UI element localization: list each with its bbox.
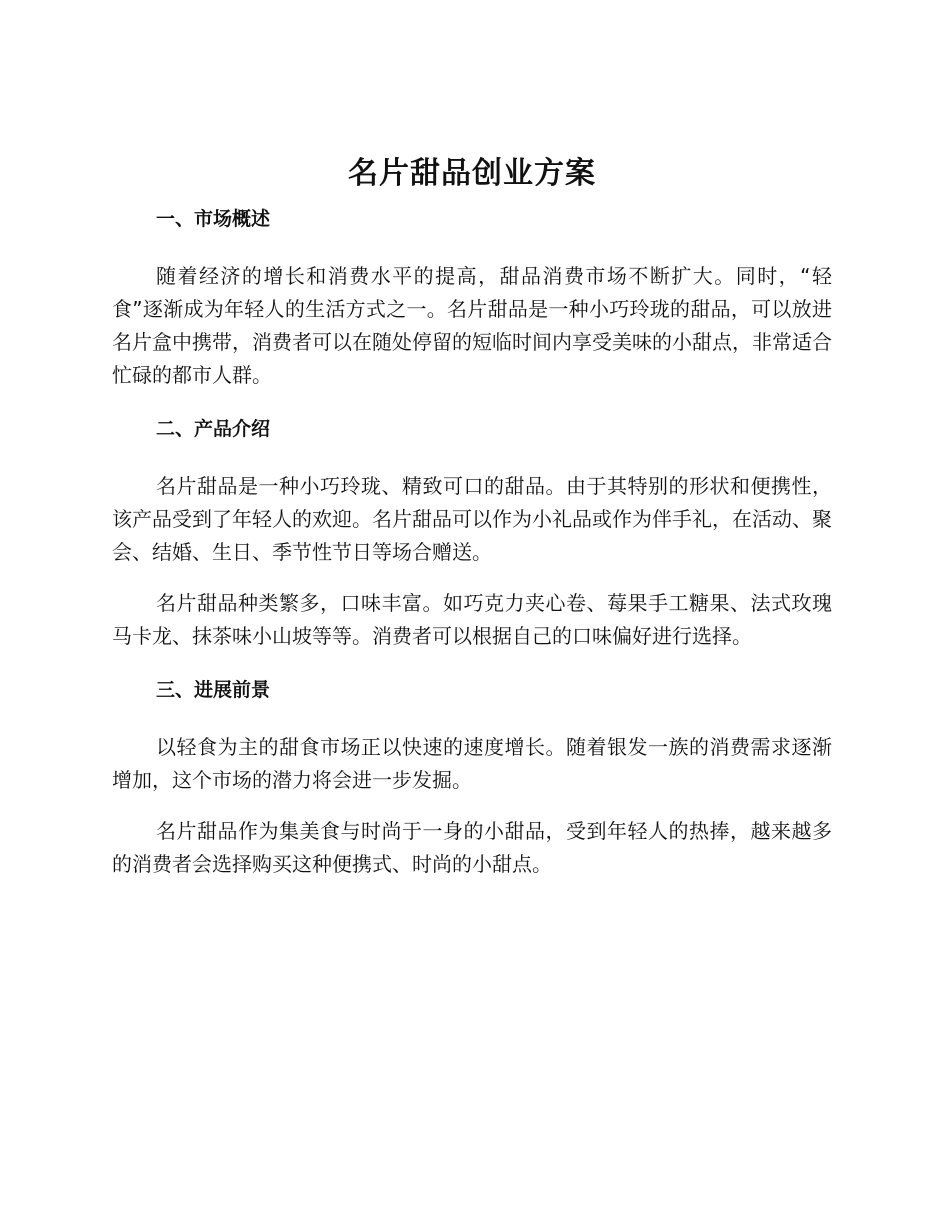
section-heading-market-overview: 一、市场概述	[156, 208, 271, 230]
paragraph-market-overview: 随着经济的增长和消费水平的提高，甜品消费市场不断扩大。同时，“轻食”逐渐成为年轻人的生活方式之一。名片甜品是一种小巧玲珑的甜品，可以放进名片盒中携带，消费者可以在随处停留的短临时间内享受美味的小甜点，非常适合忙碌的都市人群。	[112, 264, 832, 387]
document-page	[112, 150, 832, 881]
paragraph-prospects-2: 名片甜品作为集美食与时尚于一身的小甜品，受到年轻人的热捧，越来越多的消费者会选择购买这种便携式、时尚的小甜点。	[112, 819, 832, 876]
paragraph-prospects-1: 以轻食为主的甜食市场正以快速的速度增长。随着银发一族的消费需求逐渐增加，这个市场的潜力将会进一步发掘。	[112, 735, 832, 792]
section-heading-product-intro: 二、产品介绍	[156, 418, 271, 440]
paragraph-product-intro-1: 名片甜品是一种小巧玲珑、精致可口的甜品。由于其特别的形状和便携性，该产品受到了年轻人的欢迎。名片甜品可以作为小礼品或作为伴手礼，在活动、聚会、结婚、生日、季节性节日等场合赠送。	[112, 474, 832, 564]
document-title: 名片甜品创业方案	[348, 156, 596, 191]
section-heading-prospects: 三、进展前景	[156, 679, 271, 701]
paragraph-product-intro-2: 名片甜品种类繁多，口味丰富。如巧克力夹心卷、莓果手工糖果、法式玫瑰马卡龙、抹茶味小山坡等等。消费者可以根据自己的口味偏好进行选择。	[112, 591, 832, 648]
